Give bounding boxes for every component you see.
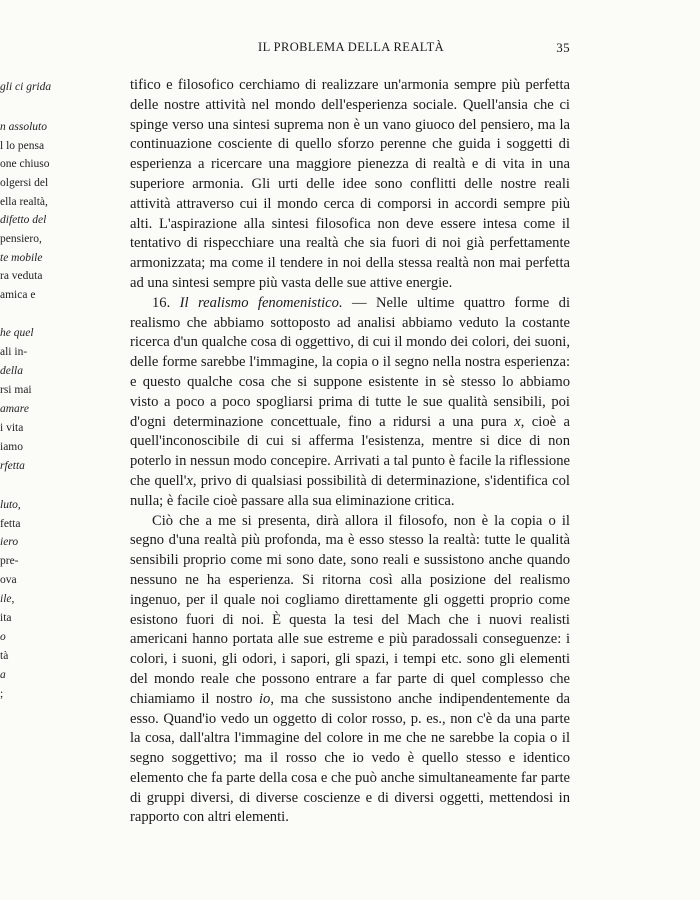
margin-line: ra veduta [0,270,43,282]
facing-page-margin [0,70,60,720]
margin-line: olgersi del [0,177,49,189]
margin-line: a [0,669,6,681]
margin-line: ali in- [0,346,28,358]
page-body [130,76,570,828]
margin-line: amica e [0,289,36,301]
margin-line: ita [0,612,12,624]
margin-line: pensiero, [0,233,42,245]
margin-line: pre- [0,555,19,567]
margin-line: i vita [0,422,24,434]
heading-dash: — [352,294,367,311]
paragraph-text: Nelle ultime quattro forme di realismo che abbiamo sottoposto ad analisi abbiamo veduto la costante ricerca d'un qualche cosa di oggettivo, di cui il mondo dei colori, dei suoni, delle forme sarebbe l'immagine, la copia o il segno nella nostra esperienza: e questo qualche cosa che si suppone esistente in sè stesso lo abbiamo visto a poco a poco spogliarsi prima di tutte le sue qualità sensibili, poi d'ogni determinazione concettuale, fino a ridursi a una pura [130,294,571,430]
paragraph-text: , ma che sussistono anche indipendentemente da esso. Quand'io vedo un oggetto di color rosso, p. es., non c'è da una parte la cosa, dall'altra l'immagine del colore in me che ne sarebbe la copia o il segno soggettivo; ma il rosso che io vedo è quello stesso e identico elemento che fa parte della cosa e che può anche simultaneamente far parte di gruppi diversi, di diverse coscienze e di diversi oggetti, mettendosi in rapporto con altri elementi. [130,690,570,826]
margin-line: tà [0,650,9,662]
margin-line: della [0,365,23,377]
margin-line: te mobile [0,252,43,264]
paragraph-text: , cioè a quell'inconoscibile di cui si afferma l'esistenza, mentre si dice di non poterlo in nessun modo concepire. Arrivati a tal punto è facile la riflessione che quell' [130,413,571,489]
word-io: io [258,690,271,707]
variable-x: x [514,413,521,430]
margin-line: ella realtà, [0,196,48,208]
margin-line: n assoluto [0,121,47,133]
margin-line: iero [0,536,19,548]
margin-line: gli ci grida [0,81,52,93]
margin-line: fetta [0,518,21,530]
paragraph-text: , privo di qualsiasi possibilità di determinazione, s'identifica col nulla; è facile cioè passare alla sua eliminazione critica. [130,472,570,509]
margin-line: rsi mai [0,384,32,396]
paragraph-section-16 [130,294,570,512]
margin-line: rfetta [0,460,25,472]
margin-line: iamo [0,441,23,453]
margin-line: ile, [0,593,15,605]
section-heading: Il realismo fenomenistico. [179,294,343,311]
margin-line: he quel [0,327,34,339]
page-number: 35 [556,40,570,55]
paragraph-text: Ciò che a me si presenta, dirà allora il filosofo, non è la copia o il segno d'una realtà più profonda, ma è esso stesso la realtà: tutte le qualità sensibili proprio come mi sono date, sono reali e sussistono anche quando nessuno ne ha esperienza. Si ritorna così alla posizione del realismo ingenuo, per il quale noi cogliamo direttamente gli oggetti proprio come esistono fuori di noi. È questa la tesi del Mach che i nuovi realisti americani hanno portata alle sue estreme e più paradossali conseguenze: i colori, i suoni, gli odori, i sapori, gli spazi, i tempi etc. sono gli elementi del mondo reale che possono entrare a far parte di quel complesso che chiamiamo il nostro [130,512,570,707]
margin-line: ova [0,574,17,586]
running-header [130,40,570,60]
paragraph-mach [130,512,570,829]
margin-line: l lo pensa [0,140,45,152]
margin-line: ; [0,688,4,700]
margin-line: one chiuso [0,158,50,170]
section-number: 16. [152,294,171,311]
variable-x: x [186,472,193,489]
margin-line: difetto del [0,214,47,226]
paragraph-continuation: tifico e filosofico cerchiamo di realizzare un'armonia sempre più perfetta delle nostre attività nel mondo dell'esperienza sociale. Quell'ansia che ci spinge verso una sintesi suprema non è un vano giuoco del pensiero, ma la continuazione cosciente di quello sforzo perenne che guida i soggetti di esperienza a ricercare una maggiore pienezza di realtà e di vita in una superiore armonia. Gli urti delle idee sono conflitti delle nostre reali attività attraverso cui il mondo cerca di comporsi in accordi sempre più alti. L'aspirazione alla sintesi filosofica non deve essere intesa come il tentativo di rispecchiare una realtà che sia fuori di noi già perfettamente armonizzata; ma come il tendere in noi della stessa realtà non mai perfetta ad una sintesi sempre più vasta delle sue attive energie. [130,77,570,291]
margin-line: amare [0,403,29,415]
margin-line: luto, [0,499,21,511]
margin-line: o [0,631,6,643]
running-title: IL PROBLEMA DELLA REALTÀ [258,40,445,54]
